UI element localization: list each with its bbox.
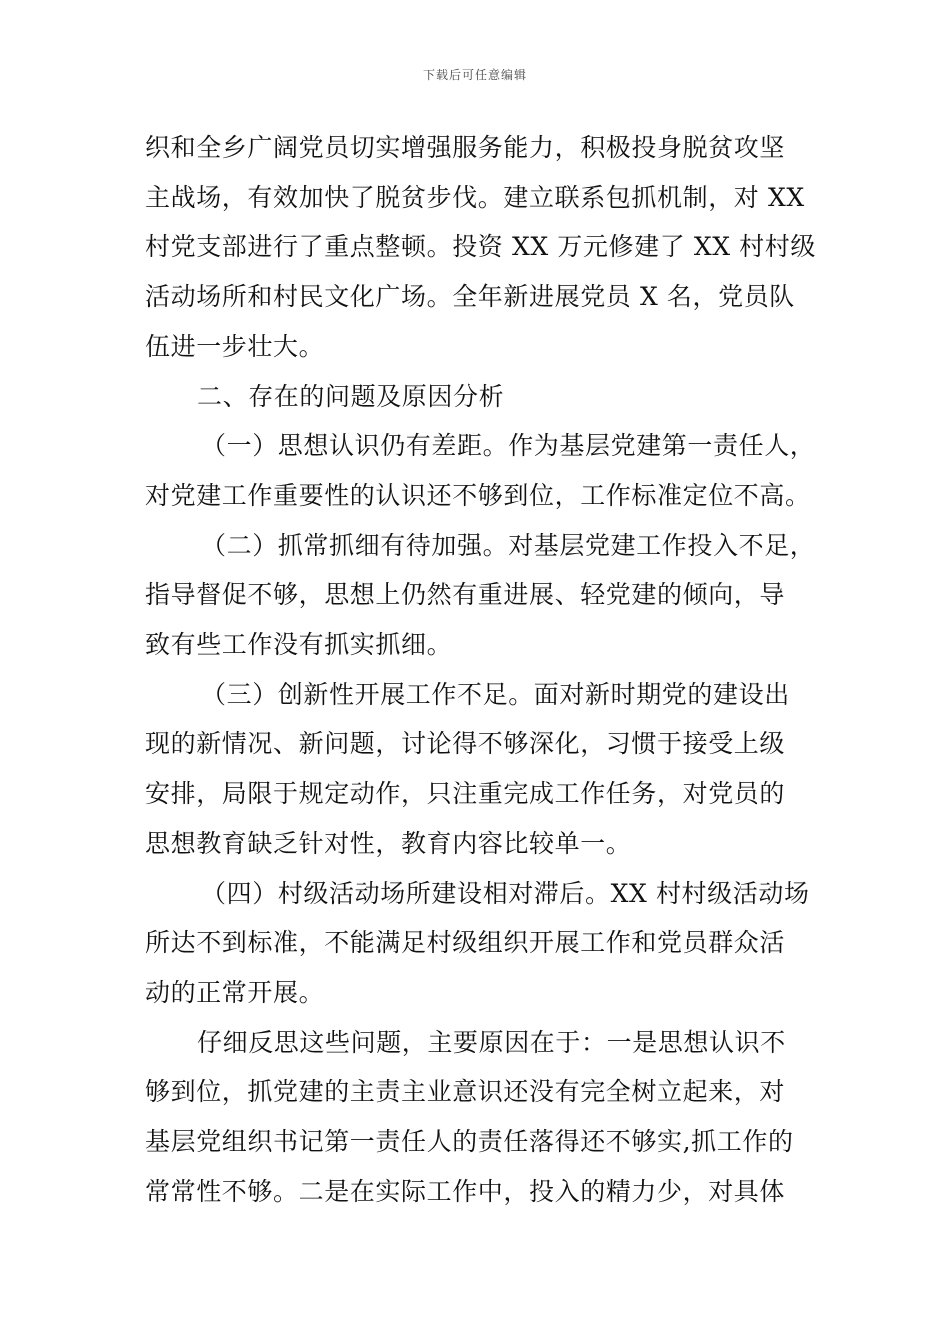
paragraph-line: 村党支部进行了重点整顿。投资 XX 万元修建了 XX 村村级 xyxy=(145,232,816,262)
paragraph-line: 够到位，抓党建的主责主业意识还没有完全树立起来，对 xyxy=(145,1077,786,1107)
paragraph-line: 现的新情况、新问题，讨论得不够深化，习惯于接受上级 xyxy=(145,729,786,759)
section-heading: 二、存在的问题及原因分析 xyxy=(197,381,505,411)
paragraph-line: 伍进一步壮大。 xyxy=(145,331,325,361)
paragraph-line: 安排，局限于规定动作，只注重完成工作任务，对党员的 xyxy=(145,779,786,809)
paragraph-line: 基层党组织书记第一责任人的责任落得还不够实,抓工作的 xyxy=(145,1127,794,1157)
paragraph-line: 动的正常开展。 xyxy=(145,977,325,1007)
paragraph-line: 所达不到标准，不能满足村级组织开展工作和党员群众活 xyxy=(145,928,786,958)
paragraph-line: 仔细反思这些问题，主要原因在于：一是思想认识不 xyxy=(197,1027,786,1057)
paragraph-line: （四）村级活动场所建设相对滞后。XX 村村级活动场 xyxy=(201,878,810,908)
paragraph-line: 指导督促不够，思想上仍然有重进展、轻党建的倾向，导 xyxy=(145,580,786,610)
paragraph-line: （三）创新性开展工作不足。面对新时期党的建设出 xyxy=(201,679,790,709)
paragraph-line: 常常性不够。二是在实际工作中，投入的精力少，对具体 xyxy=(145,1176,786,1206)
page-header-note: 下载后可任意编辑 xyxy=(422,68,527,82)
paragraph-line: 活动场所和村民文化广场。全年新进展党员 X 名，党员队 xyxy=(145,282,795,312)
paragraph-line: 主战场，有效加快了脱贫步伐。建立联系包抓机制，对 XX xyxy=(145,182,805,212)
paragraph-line: 思想教育缺乏针对性，教育内容比较单一。 xyxy=(145,828,632,858)
paragraph-line: 织和全乡广阔党员切实增强服务能力，积极投身脱贫攻坚 xyxy=(145,133,786,162)
paragraph-line: 对党建工作重要性的认识还不够到位，工作标准定位不高。 xyxy=(145,480,811,510)
document-body xyxy=(145,123,816,1216)
paragraph-line: 致有些工作没有抓实抓细。 xyxy=(145,630,453,660)
paragraph-line: （二）抓常抓细有待加强。对基层党建工作投入不足， xyxy=(201,530,816,560)
paragraph-line: （一）思想认识仍有差距。作为基层党建第一责任人， xyxy=(201,431,816,461)
